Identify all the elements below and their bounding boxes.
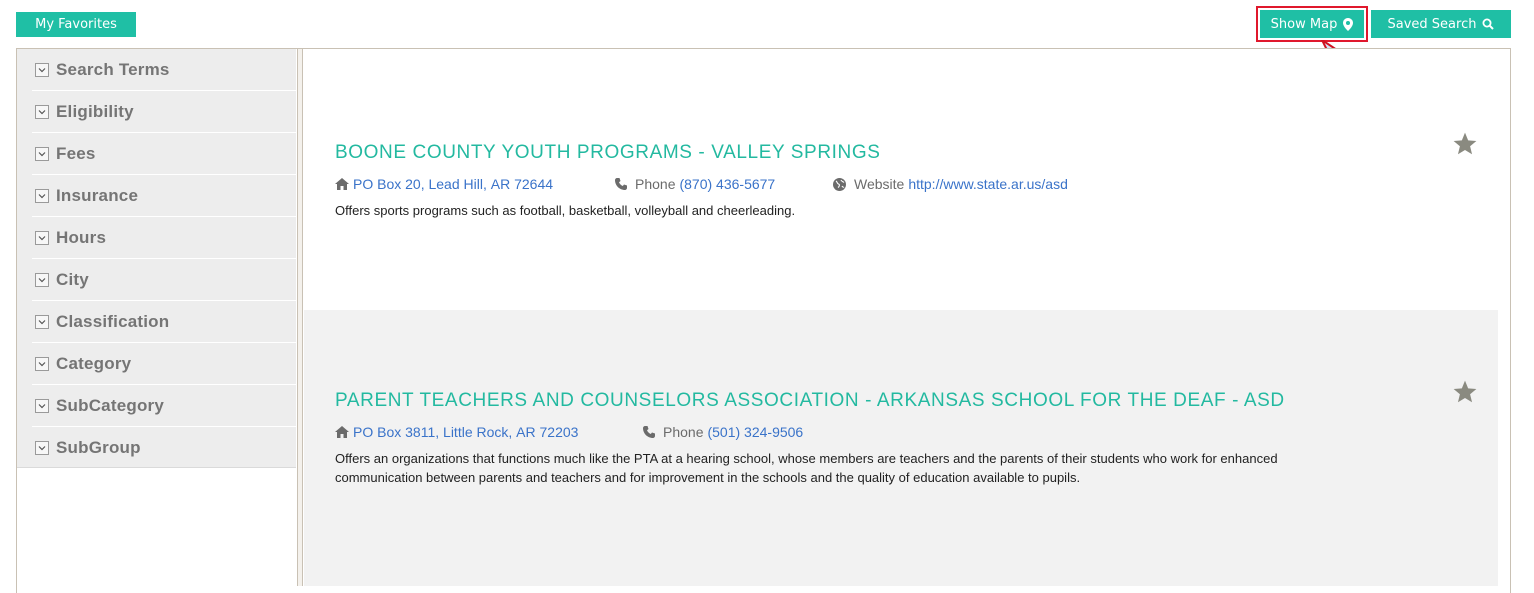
zip-text[interactable]: 72203 <box>539 424 579 440</box>
my-favorites-label: My Favorites <box>35 17 117 32</box>
chevron-down-icon[interactable] <box>35 189 49 203</box>
filter-search-terms[interactable] <box>32 49 296 91</box>
phone-number[interactable]: (870) 436-5677 <box>679 176 776 192</box>
filter-sidebar <box>17 49 296 586</box>
filter-label: City <box>56 269 89 289</box>
map-marker-icon <box>1343 18 1353 31</box>
chevron-down-icon[interactable] <box>35 231 49 245</box>
description-line: communication between parents and teachers and for improvement in the schools and the quality of education available to pupils. <box>335 470 1081 485</box>
chevron-down-icon[interactable] <box>35 273 49 287</box>
description-line: Offers an organizations that functions much like the PTA at a hearing school, whose members are teachers and the parents of their students who work for enhanced <box>335 451 1278 466</box>
address-segment <box>335 176 553 192</box>
filter-label: SubCategory <box>56 395 164 415</box>
globe-icon <box>833 178 846 191</box>
website-label: Website <box>854 176 905 192</box>
filter-label: Eligibility <box>56 101 134 121</box>
filter-subgroup[interactable] <box>32 427 296 469</box>
search-icon <box>1482 18 1494 30</box>
filter-label: Hours <box>56 227 107 247</box>
phone-icon <box>643 426 655 438</box>
home-icon <box>335 178 349 190</box>
state-text[interactable]: AR <box>516 424 536 440</box>
city-text[interactable]: Lead Hill, <box>428 176 487 192</box>
filter-category[interactable] <box>32 343 296 385</box>
state-text[interactable]: AR <box>490 176 511 192</box>
filter-label: SubGroup <box>56 437 141 457</box>
address-text[interactable]: PO Box 20, <box>353 176 425 192</box>
website-segment <box>833 176 1068 192</box>
filter-city[interactable] <box>32 259 296 301</box>
chevron-down-icon[interactable] <box>35 105 49 119</box>
filter-label: Classification <box>56 311 170 331</box>
result-description: Offers sports programs such as football, basketball, volleyball and cheerleading. <box>335 203 796 218</box>
filter-insurance[interactable] <box>32 175 296 217</box>
zip-text[interactable]: 72644 <box>514 176 554 192</box>
show-map-label: Show Map <box>1270 16 1338 32</box>
sidebar-divider <box>297 49 303 586</box>
show-map-button[interactable] <box>1260 10 1364 38</box>
result-title[interactable]: PARENT TEACHERS AND COUNSELORS ASSOCIATION - ARKANSAS SCHOOL FOR THE DEAF - ASD <box>335 390 1285 411</box>
result-card <box>304 310 1498 586</box>
address-segment <box>335 424 578 440</box>
address-text[interactable]: PO Box 3811, <box>353 424 440 440</box>
phone-label: Phone <box>663 424 704 440</box>
chevron-down-icon[interactable] <box>35 63 49 77</box>
result-title[interactable]: BOONE COUNTY YOUTH PROGRAMS - VALLEY SPRINGS <box>335 142 881 163</box>
filter-label: Fees <box>56 143 96 163</box>
saved-search-label: Saved Search <box>1387 16 1477 32</box>
favorite-star-icon[interactable] <box>1452 131 1478 157</box>
filter-label: Category <box>56 353 132 373</box>
website-link[interactable]: http://www.state.ar.us/asd <box>908 176 1068 192</box>
result-description <box>335 449 1335 487</box>
filter-hours[interactable] <box>32 217 296 259</box>
results-list <box>304 49 1498 586</box>
filter-eligibility[interactable] <box>32 91 296 133</box>
phone-icon <box>615 178 627 190</box>
chevron-down-icon[interactable] <box>35 147 49 161</box>
phone-label: Phone <box>635 176 676 192</box>
phone-number[interactable]: (501) 324-9506 <box>707 424 804 440</box>
favorite-star-icon[interactable] <box>1452 379 1478 405</box>
result-card <box>304 49 1498 310</box>
filter-subcategory[interactable] <box>32 385 296 427</box>
chevron-down-icon[interactable] <box>35 399 49 413</box>
city-text[interactable]: Little Rock, <box>443 424 513 440</box>
filter-label: Insurance <box>56 185 139 205</box>
chevron-down-icon[interactable] <box>35 441 49 455</box>
saved-search-button[interactable] <box>1371 10 1511 38</box>
my-favorites-button[interactable] <box>16 12 136 37</box>
chevron-down-icon[interactable] <box>35 357 49 371</box>
filter-list <box>17 49 296 468</box>
filter-label: Search Terms <box>56 59 170 79</box>
phone-segment <box>615 176 775 192</box>
chevron-down-icon[interactable] <box>35 315 49 329</box>
filter-fees[interactable] <box>32 133 296 175</box>
phone-segment <box>643 424 803 440</box>
home-icon <box>335 426 349 438</box>
filter-classification[interactable] <box>32 301 296 343</box>
